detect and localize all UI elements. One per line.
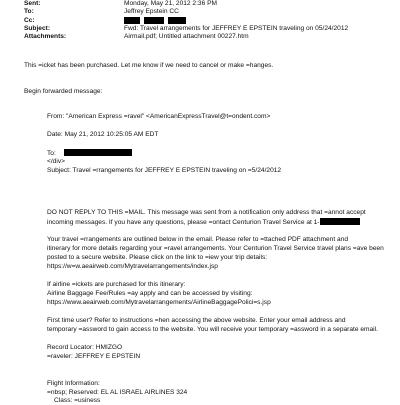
subject-label: Subject: [24, 24, 51, 32]
begin-forwarded-text: Begin forwarded message: [24, 88, 103, 95]
sent-label: Sent: [24, 0, 41, 7]
intro-text: This =icket has been purchased. Let me know if we need to cancel or make =hanges. [24, 62, 274, 69]
forwarded-div-tag: </div> [47, 158, 65, 165]
travel-line-2: itinerary for more details regarding your =ravel arrangements. Your Centurion Travel Service travel plans =ave been [47, 245, 384, 252]
notice-line-1: DO NOT REPLY TO THIS =MAIL. This message was sent from a notification only address that =annot accept [47, 209, 366, 216]
redaction-block [64, 149, 132, 156]
forwarded-date: Date: May 21, 2012 10:25:05 AM EDT [47, 131, 159, 138]
cc-value [124, 17, 394, 25]
traveler-name: =raveler: JEFFREY E EPSTEIN [47, 353, 141, 360]
sent-value: Monday, May 21, 2012 2:36 PM [124, 0, 217, 7]
notice-line-2-text: incoming messages. If you have any questions, please =ontact Centurion Travel Service at 1- [47, 219, 320, 226]
attachments-label: Attachments: [24, 33, 67, 41]
travel-line-1: Your travel =rrangements are outlined below in the email. Please refer to =ttached PDF attachment and [47, 236, 349, 243]
cc-label: Cc: [24, 16, 35, 24]
trip-details-link[interactable]: https://w=w.aeairweb.com/Mytravelarrangements/index.jsp [47, 263, 218, 270]
first-time-line-2: temporary =assword to gain access to the website. You will receive your temporary =assword in a separate email. [47, 326, 378, 333]
forwarded-to-label: To: [47, 150, 56, 157]
subject-row [24, 25, 394, 33]
attachments-value[interactable]: Airmail.pdf; Untitled attachment 00227.htm [124, 33, 249, 41]
flight-line: =nbsp; Reserved: EL AL ISRAEL AIRLINES 324 [47, 389, 188, 396]
class-line: Class: =usiness [54, 397, 101, 404]
cc-row [24, 17, 394, 25]
subject-value: Fwd: Travel arrangements for JEFFREY E EPSTEIN traveling on 05/24/2012 [124, 24, 349, 32]
tickets-line: If airline =ickets are purchased for this itinerary: [47, 281, 186, 288]
to-row [24, 8, 394, 16]
first-time-line-1: First time user? Refer to instructions =hen accessing the above website. Enter your email address and [47, 317, 346, 324]
attachments-row [24, 33, 394, 41]
email-header [24, 0, 394, 41]
forwarded-to-row [47, 149, 132, 158]
to-value: Jeffrey Epstein CC [124, 8, 179, 16]
travel-line-3: posted to a secure website. Please click on the link to =iew your trip details: [47, 254, 268, 261]
to-label: To: [24, 8, 34, 16]
redaction-block [320, 218, 360, 225]
record-locator: Record Locator: HMIZGO [47, 344, 123, 351]
forwarded-from: From: "American Express =ravel" <AmericanExpressTravel@t=ondent.com> [47, 113, 271, 120]
flight-info-heading: Flight Information: [47, 380, 100, 387]
baggage-line: Airline Baggage Fee/Rules =ay apply and can be accessed by visiting: [47, 290, 253, 297]
redaction-block [124, 17, 140, 24]
forwarded-subject: Subject: Travel =rrangements for JEFFREY E EPSTEIN traveling on =5/24/2012 [47, 167, 282, 174]
redaction-block [168, 17, 186, 24]
redaction-block [144, 17, 164, 24]
baggage-policy-link[interactable]: https://www.aeairweb.com/Mytravelarrangements/AirlineBaggagePolici=s.jsp [47, 299, 271, 306]
sent-row [24, 0, 394, 8]
notice-line-2 [47, 218, 360, 227]
